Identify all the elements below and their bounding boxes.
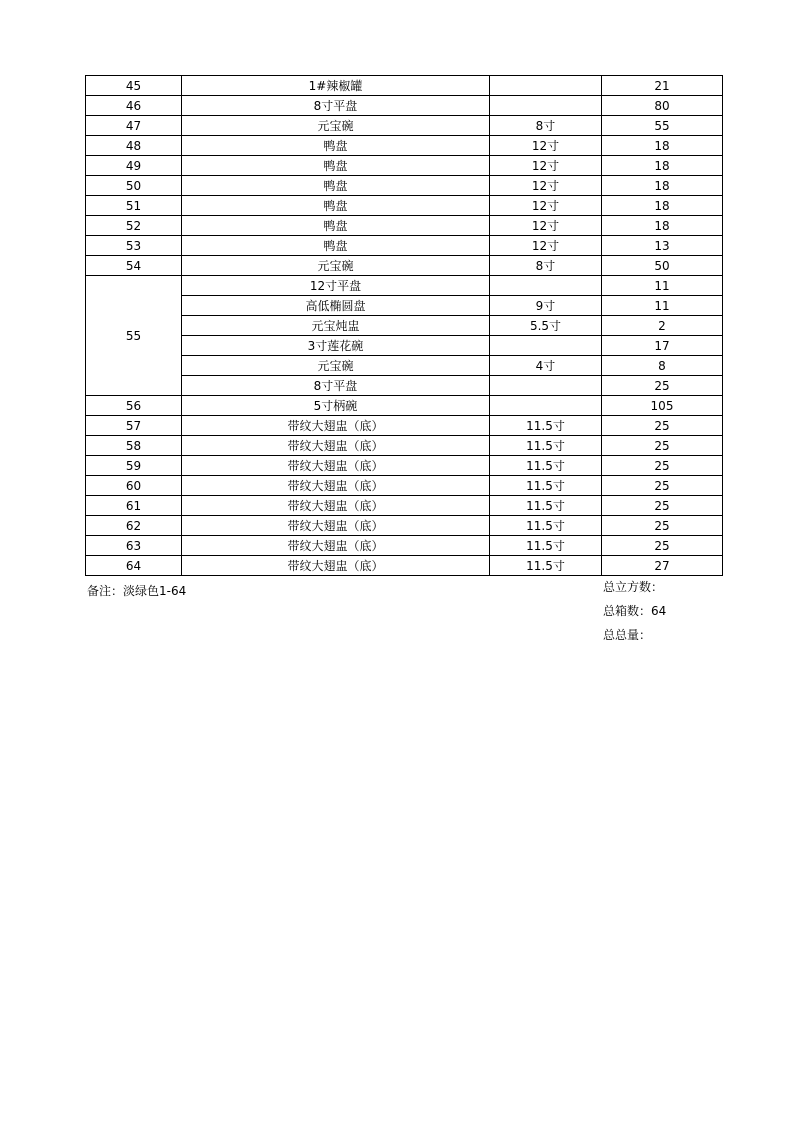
table-row <box>86 536 723 556</box>
item-spec: 12寸 <box>490 156 602 176</box>
item-qty: 18 <box>602 216 723 236</box>
table-row <box>86 476 723 496</box>
item-name: 鸭盘 <box>182 136 490 156</box>
item-qty: 18 <box>602 156 723 176</box>
table-row <box>86 556 723 576</box>
item-name: 带纹大翅盅（底） <box>182 436 490 456</box>
row-number: 63 <box>86 536 182 556</box>
item-qty: 25 <box>602 516 723 536</box>
item-name: 带纹大翅盅（底） <box>182 536 490 556</box>
table-row <box>86 116 723 136</box>
table-row <box>86 96 723 116</box>
table-row <box>86 236 723 256</box>
row-number: 57 <box>86 416 182 436</box>
table-row <box>86 436 723 456</box>
item-spec: 4寸 <box>490 356 602 376</box>
row-number: 49 <box>86 156 182 176</box>
table-row <box>86 316 723 336</box>
table-body <box>86 76 723 576</box>
item-spec: 11.5寸 <box>490 476 602 496</box>
item-name: 鸭盘 <box>182 216 490 236</box>
row-number: 56 <box>86 396 182 416</box>
table-row <box>86 416 723 436</box>
item-spec: 8寸 <box>490 116 602 136</box>
table-row <box>86 376 723 396</box>
row-number: 50 <box>86 176 182 196</box>
totals-block <box>603 578 666 650</box>
total-weight: 总总量： <box>603 628 652 642</box>
item-spec: 12寸 <box>490 176 602 196</box>
item-spec <box>490 76 602 96</box>
item-qty: 55 <box>602 116 723 136</box>
item-qty: 21 <box>602 76 723 96</box>
row-number: 64 <box>86 556 182 576</box>
item-name: 元宝炖盅 <box>182 316 490 336</box>
table-row <box>86 156 723 176</box>
item-qty: 25 <box>602 376 723 396</box>
item-spec <box>490 376 602 396</box>
item-spec: 12寸 <box>490 196 602 216</box>
item-qty: 18 <box>602 136 723 156</box>
row-number: 51 <box>86 196 182 216</box>
item-qty: 25 <box>602 536 723 556</box>
item-name: 带纹大翅盅（底） <box>182 556 490 576</box>
item-qty: 18 <box>602 176 723 196</box>
item-qty: 13 <box>602 236 723 256</box>
item-name: 鸭盘 <box>182 176 490 196</box>
item-spec: 11.5寸 <box>490 516 602 536</box>
item-spec: 9寸 <box>490 296 602 316</box>
remark-note: 备注：淡绿色1-64 <box>87 584 187 598</box>
item-name: 3寸莲花碗 <box>182 336 490 356</box>
row-number: 62 <box>86 516 182 536</box>
item-name: 带纹大翅盅（底） <box>182 456 490 476</box>
item-name: 带纹大翅盅（底） <box>182 496 490 516</box>
item-qty: 2 <box>602 316 723 336</box>
table-row <box>86 496 723 516</box>
item-spec: 12寸 <box>490 236 602 256</box>
item-qty: 105 <box>602 396 723 416</box>
total-boxes: 总箱数：64 <box>603 604 667 618</box>
table-row <box>86 456 723 476</box>
packing-list-table <box>85 75 723 576</box>
item-qty: 18 <box>602 196 723 216</box>
table-row <box>86 136 723 156</box>
item-spec <box>490 276 602 296</box>
item-name: 5寸柄碗 <box>182 396 490 416</box>
item-spec: 11.5寸 <box>490 416 602 436</box>
item-name: 带纹大翅盅（底） <box>182 516 490 536</box>
item-name: 高低椭圆盘 <box>182 296 490 316</box>
item-spec: 11.5寸 <box>490 556 602 576</box>
table-row <box>86 276 723 296</box>
item-qty: 25 <box>602 496 723 516</box>
row-number: 53 <box>86 236 182 256</box>
table-row <box>86 356 723 376</box>
item-name: 8寸平盘 <box>182 96 490 116</box>
item-spec: 12寸 <box>490 136 602 156</box>
item-qty: 27 <box>602 556 723 576</box>
table-row <box>86 196 723 216</box>
table-row <box>86 336 723 356</box>
item-qty: 25 <box>602 476 723 496</box>
table-row <box>86 216 723 236</box>
total-volume: 总立方数： <box>603 580 664 594</box>
table-row <box>86 516 723 536</box>
item-name: 1#辣椒罐 <box>182 76 490 96</box>
item-spec: 5.5寸 <box>490 316 602 336</box>
item-name: 带纹大翅盅（底） <box>182 476 490 496</box>
item-qty: 8 <box>602 356 723 376</box>
item-qty: 80 <box>602 96 723 116</box>
item-spec: 12寸 <box>490 216 602 236</box>
item-qty: 11 <box>602 276 723 296</box>
item-qty: 50 <box>602 256 723 276</box>
row-number: 61 <box>86 496 182 516</box>
row-number: 47 <box>86 116 182 136</box>
row-number: 48 <box>86 136 182 156</box>
item-name: 元宝碗 <box>182 116 490 136</box>
table-row <box>86 176 723 196</box>
item-name: 8寸平盘 <box>182 376 490 396</box>
row-number: 59 <box>86 456 182 476</box>
table-row <box>86 76 723 96</box>
item-spec: 8寸 <box>490 256 602 276</box>
row-number: 54 <box>86 256 182 276</box>
table-row <box>86 396 723 416</box>
row-number: 60 <box>86 476 182 496</box>
item-qty: 25 <box>602 416 723 436</box>
item-spec: 11.5寸 <box>490 536 602 556</box>
row-number-merged: 55 <box>86 276 182 396</box>
table-row <box>86 256 723 276</box>
row-number: 52 <box>86 216 182 236</box>
item-spec: 11.5寸 <box>490 496 602 516</box>
item-qty: 17 <box>602 336 723 356</box>
item-spec: 11.5寸 <box>490 436 602 456</box>
item-spec <box>490 396 602 416</box>
row-number: 58 <box>86 436 182 456</box>
item-spec <box>490 336 602 356</box>
item-name: 元宝碗 <box>182 356 490 376</box>
item-spec <box>490 96 602 116</box>
item-name: 鸭盘 <box>182 236 490 256</box>
item-name: 鸭盘 <box>182 156 490 176</box>
row-number: 46 <box>86 96 182 116</box>
item-name: 带纹大翅盅（底） <box>182 416 490 436</box>
item-name: 鸭盘 <box>182 196 490 216</box>
item-spec: 11.5寸 <box>490 456 602 476</box>
item-qty: 25 <box>602 456 723 476</box>
item-qty: 25 <box>602 436 723 456</box>
table-row <box>86 296 723 316</box>
item-name: 12寸平盘 <box>182 276 490 296</box>
row-number: 45 <box>86 76 182 96</box>
item-name: 元宝碗 <box>182 256 490 276</box>
item-qty: 11 <box>602 296 723 316</box>
